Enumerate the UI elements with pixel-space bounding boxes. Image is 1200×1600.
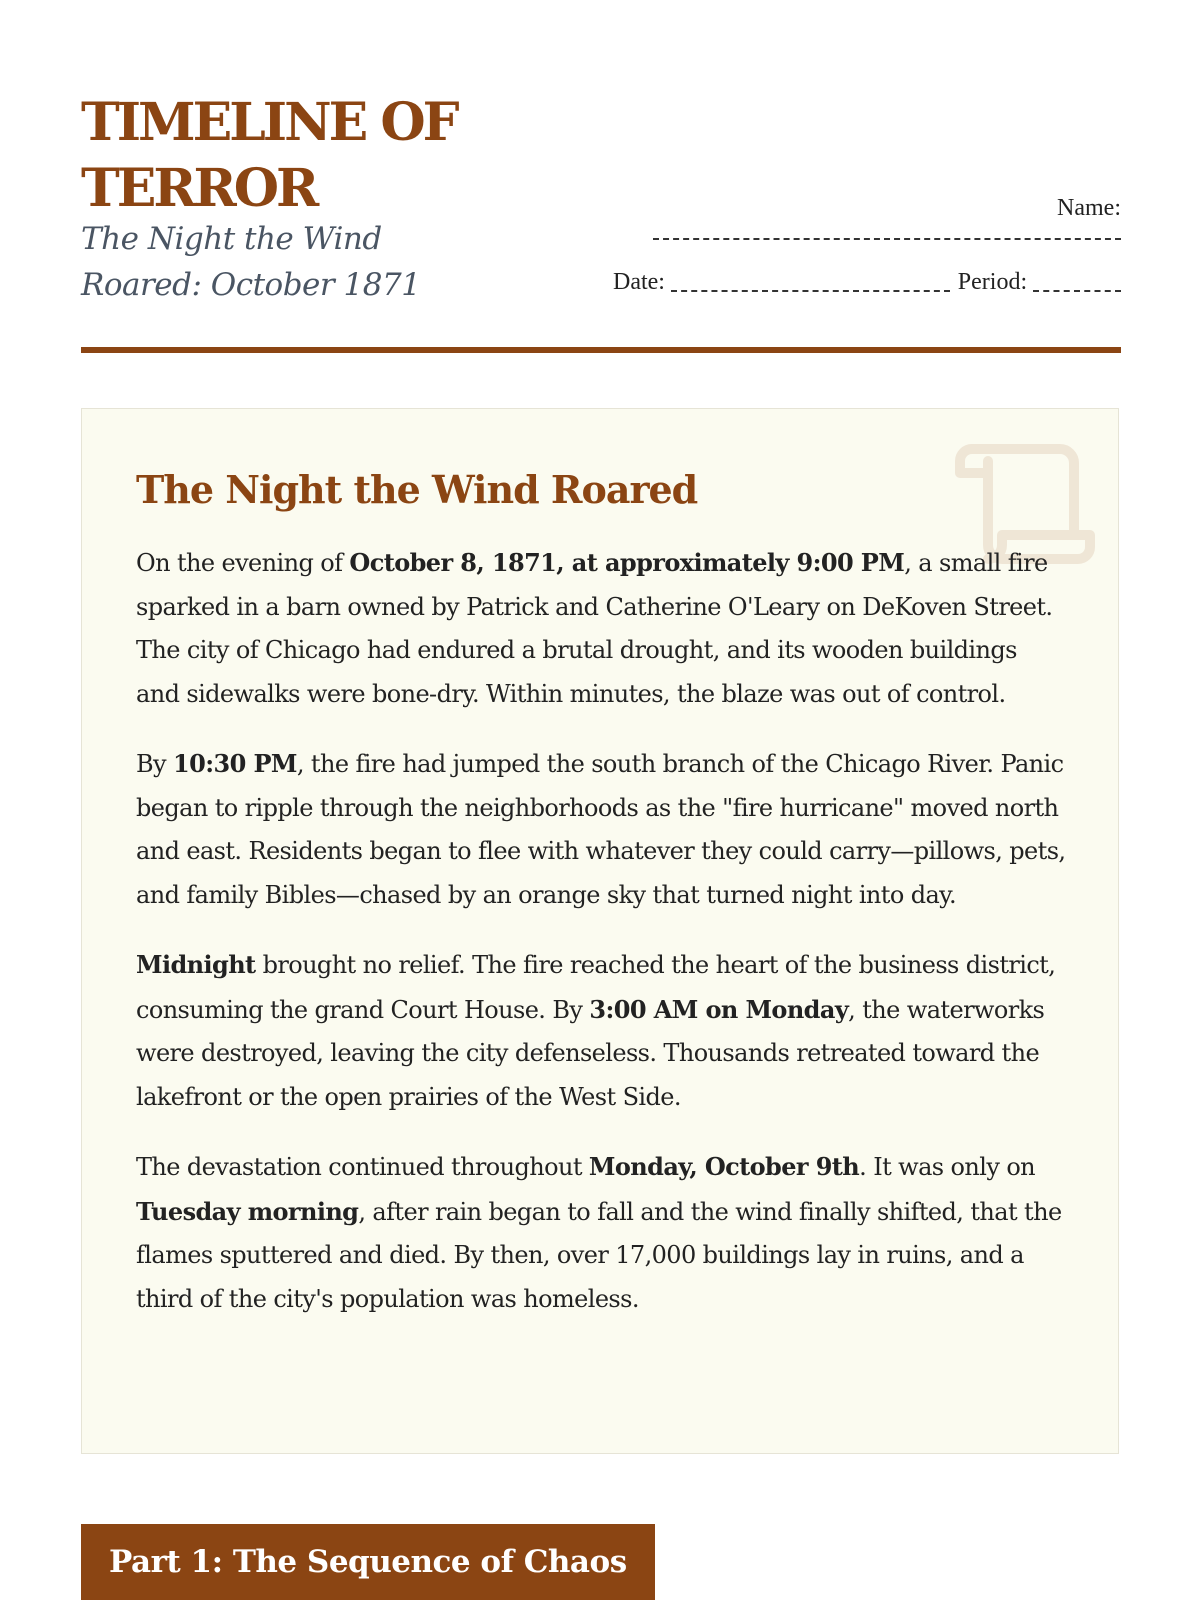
student-info-fields: [461, 194, 1121, 296]
paragraph-text: . It was only on: [859, 1153, 1036, 1181]
date-field[interactable]: [671, 290, 950, 292]
page-subtitle: The Night the Wind Roared: October 1871: [81, 221, 421, 303]
emphasized-text: Midnight: [136, 950, 256, 979]
paragraph-text: brought no relief. The fire reached the heart of the business district, consuming the grand Court House. By: [136, 951, 1056, 1024]
emphasized-text: 3:00 AM on Monday: [589, 994, 849, 1024]
paragraph-text: , the fire had jumped the south branch of the Chicago River. Panic began to ripple through the neighborhoods as the "fire hurricane" moved north and east. Residents began to flee with whatever they could carry—pillows, pets, and family Bibles—chased by an orange sky that turned night into day.: [136, 750, 1066, 909]
header-divider: [81, 347, 1121, 353]
section-heading-part1: Part 1: The Sequence of Chaos: [81, 1524, 655, 1600]
period-field[interactable]: [1033, 290, 1121, 292]
emphasized-text: 10:30 PM: [173, 749, 297, 778]
paragraph-text: On the evening of: [136, 549, 350, 577]
story-paragraph: [136, 541, 1066, 716]
period-label: Period:: [957, 269, 1028, 295]
paragraph-text: , after rain began to fall and the wind finally shifted, that the flames sputtered and died. By then, over 17,000 buildings lay in ruins, and a third of the city's population was homeless.: [136, 1197, 1062, 1313]
emphasized-text: Tuesday morning: [136, 1196, 359, 1226]
emphasized-text: October 8, 1871, at approximately 9:00 PM: [349, 548, 905, 577]
paragraph-text: , the waterworks were destroyed, leaving the city defenseless. Thousands retreated toward the lakefront or the open prairies of the West Side.: [136, 995, 1045, 1111]
date-period-row: [613, 268, 1121, 296]
date-label: Date:: [613, 269, 665, 295]
worksheet-header: [81, 82, 1121, 352]
name-field[interactable]: [653, 238, 1121, 240]
story-paragraph: [136, 1145, 1066, 1321]
story-box: [81, 408, 1119, 1454]
name-label: Name:: [1057, 195, 1121, 221]
story-body: [136, 541, 1066, 1347]
story-paragraph: [136, 943, 1066, 1119]
emphasized-text: Monday, October 9th: [588, 1152, 860, 1181]
story-title: The Night the Wind Roared: [136, 467, 698, 512]
paragraph-text: , a small fire sparked in a barn owned by Patrick and Catherine O'Leary on DeKoven Street. The city of Chicago had endured a brutal drought, and its wooden buildings and sidewalks were bone-dry. Within minutes, the blaze was out of control.: [136, 549, 1053, 708]
paragraph-text: By: [136, 750, 174, 778]
paragraph-text: The devastation continued throughout: [136, 1153, 589, 1181]
page-title: TIMELINE OF TERROR: [81, 92, 457, 219]
story-paragraph: [136, 742, 1066, 917]
